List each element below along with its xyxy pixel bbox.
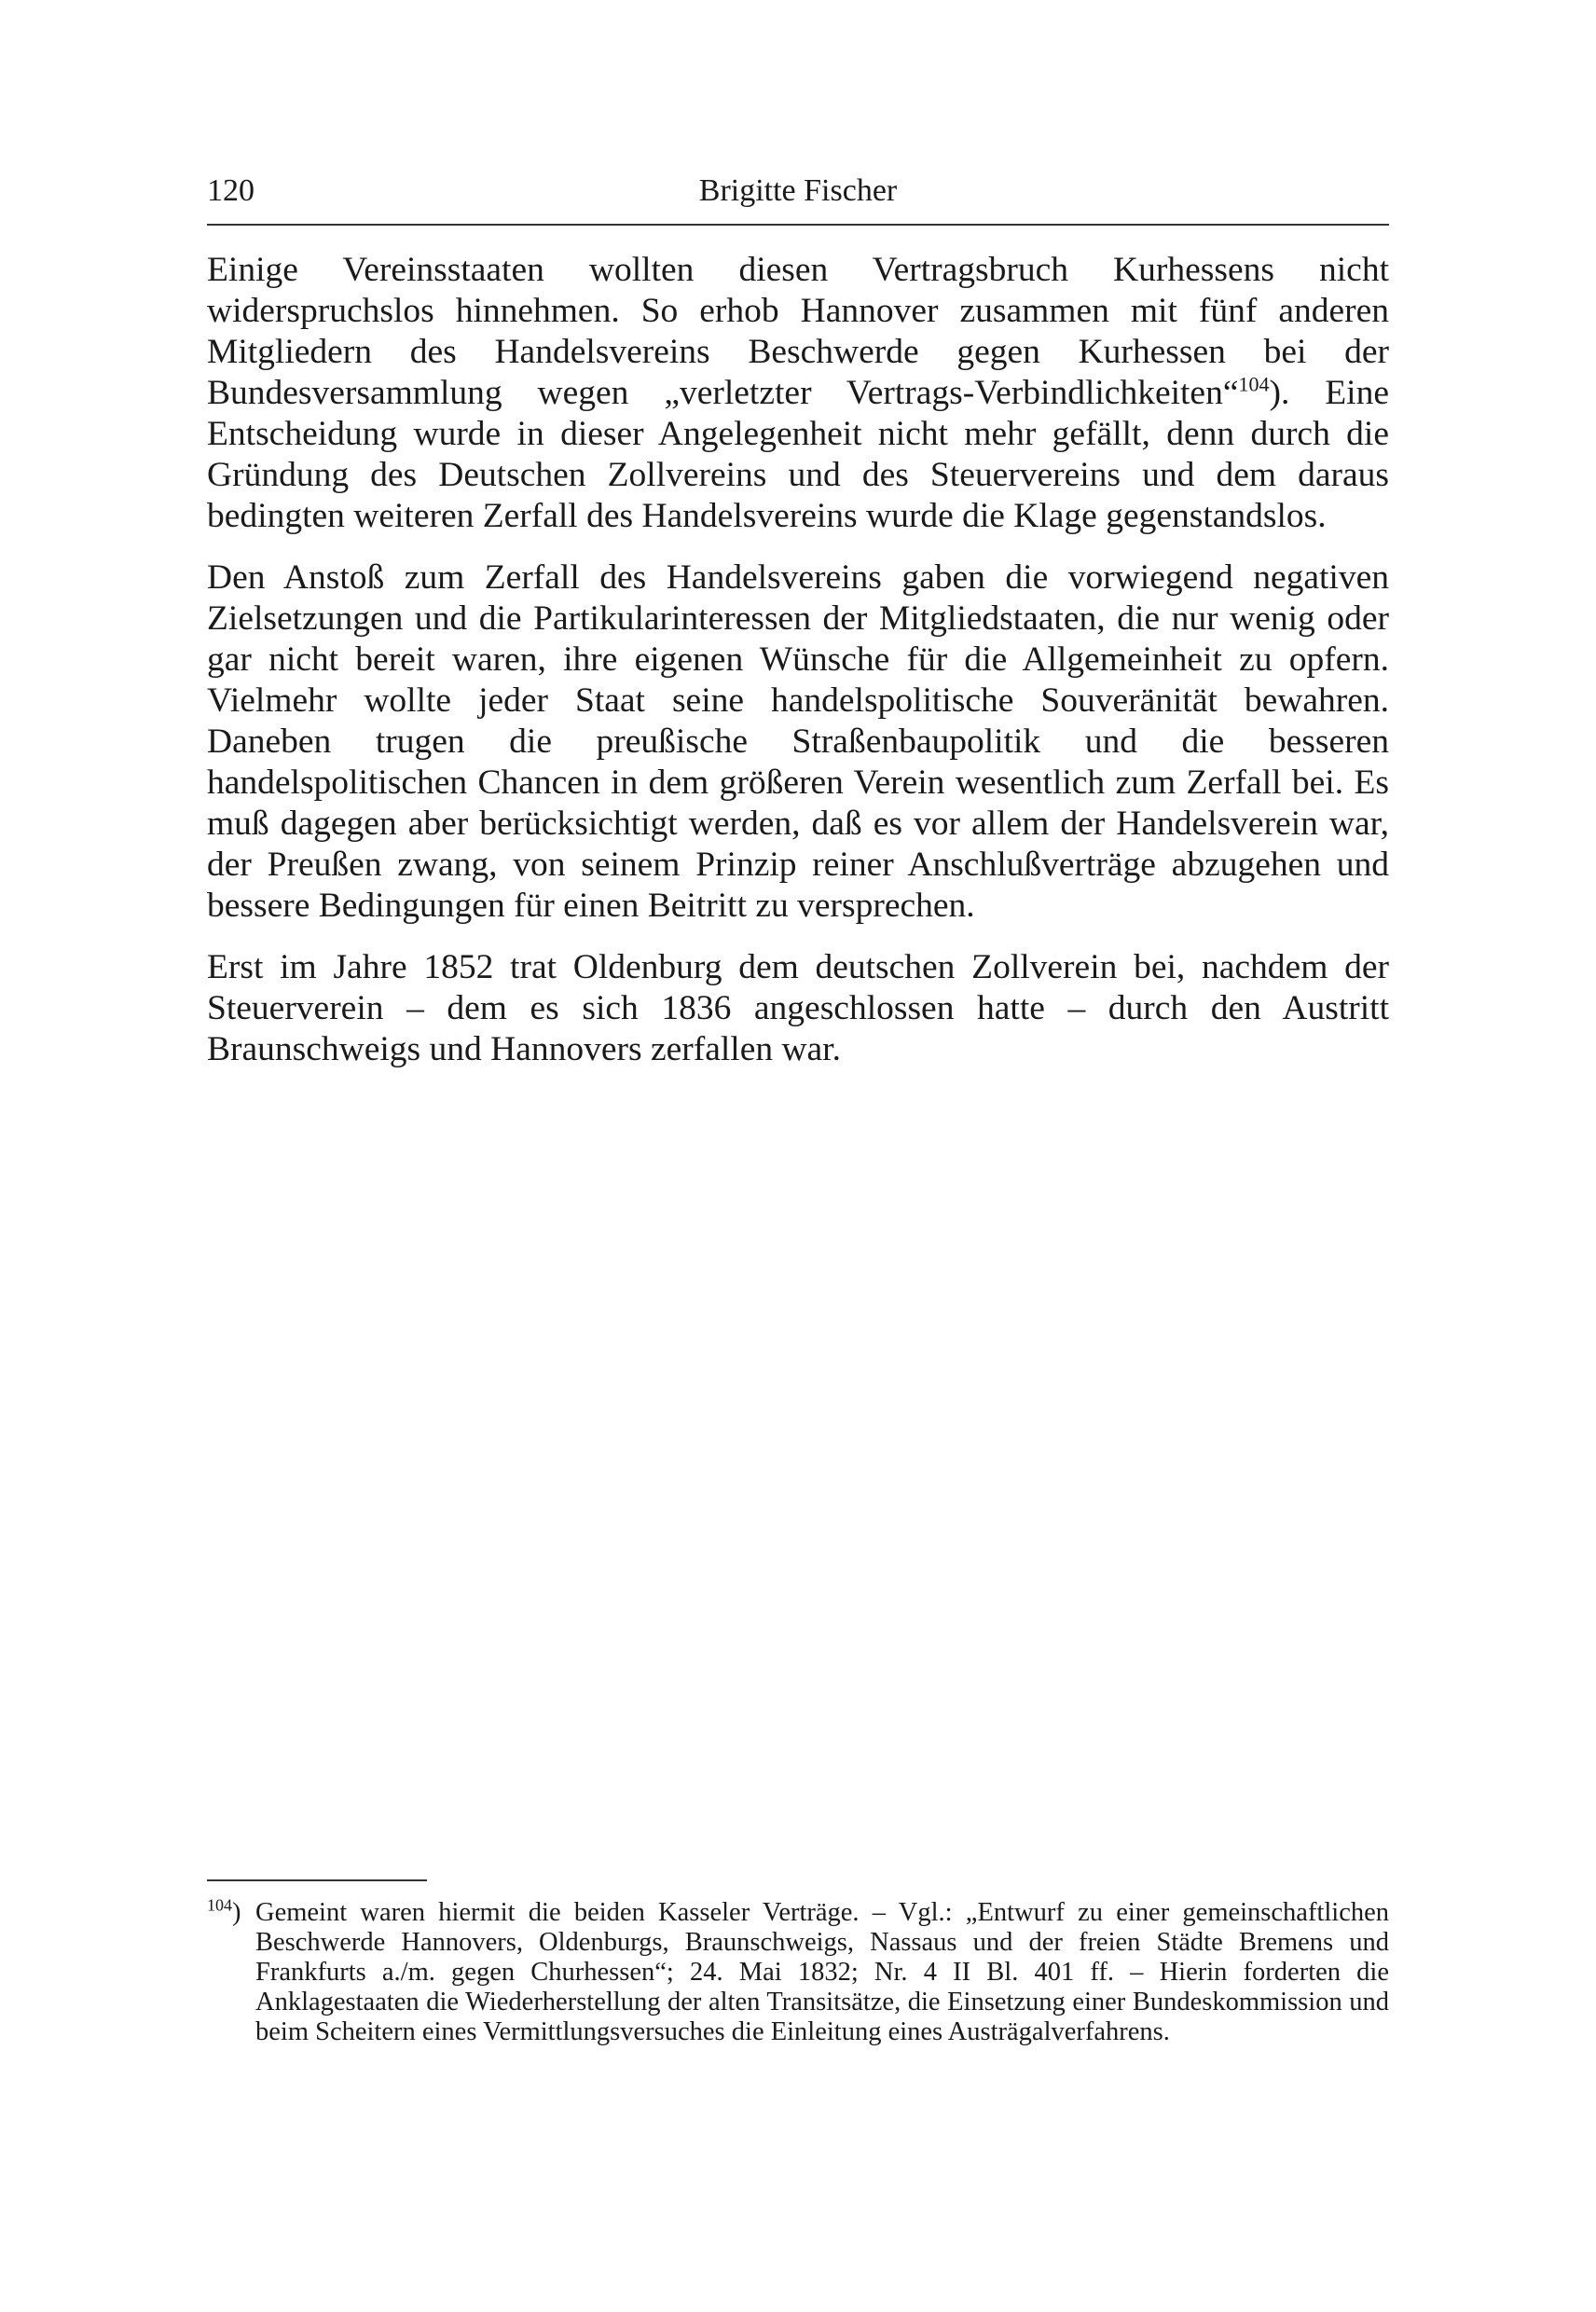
footnote-text: Gemeint waren hiermit die beiden Kasseler Verträge. – Vgl.: „Entwurf zu einer gemeinschaftlichen Beschwerde Hannovers, Oldenburgs, Braunschweigs, Nassaus und der freien Städte Bremens und Frankfurts a./m. gegen Churhessen“; 24. Mai 1832; Nr. 4 II Bl. 401 ff. – Hierin forderten die Anklagestaaten die Wiederherstellung der alten Transitsätze, die Einsetzung einer Bundeskommission und beim Scheitern eines Vermittlungsversuches die Einleitung eines Austrägalverfahrens. (255, 1898, 1389, 2046)
footnotes (207, 1895, 1389, 2047)
footnote-number: 104 (207, 1895, 232, 1915)
page-number: 120 (207, 173, 255, 208)
footnote-reference: 104 (1238, 372, 1270, 396)
main-text (207, 250, 1389, 1091)
running-title: Brigitte Fischer (698, 173, 898, 208)
footnote-rule (207, 1879, 427, 1881)
running-head (207, 168, 1389, 214)
footnote-marker-suffix: ) (232, 1898, 241, 1927)
paragraph-1-text-before: Einige Vereinsstaaten wollten diesen Vertragsbruch Kurhessens nicht widerspruchslos hinnehmen. So erhob Hannover zusammen mit fünf anderen Mitgliedern des Handelsvereins Beschwerde gegen Kurhessen bei der Bundesversammlung wegen „verletzter Vertrags-Verbindlichkeiten“ (207, 251, 1389, 412)
paragraph-1 (207, 250, 1389, 537)
paragraph-3: Erst im Jahre 1852 trat Oldenburg dem deutschen Zollverein bei, nachdem der Steuerverein – dem es sich 1836 angeschlossen hatte – durch den Austritt Braunschweigs und Hannovers zerfallen war. (207, 948, 1389, 1068)
footnote (207, 1895, 1389, 2047)
header-rule (207, 224, 1389, 226)
paragraph-2: Den Anstoß zum Zerfall des Handelsvereins gaben die vorwiegend negativen Zielsetzungen und die Partikularinteressen der Mitgliedstaaten, die nur wenig oder gar nicht bereit waren, ihre eigenen Wünsche für die Allgemeinheit zu opfern. Vielmehr wollte jeder Staat seine handelspolitische Souveränität bewahren. Daneben trugen die preußische Straßenbaupolitik und die besseren handelspolitischen Chancen in dem größeren Verein wesentlich zum Zerfall bei. Es muß dagegen aber berücksichtigt werden, daß es vor allem der Handelsverein war, der Preußen zwang, von seinem Prinzip reiner Anschlußverträge abzugehen und bessere Bedingungen für einen Beitritt zu versprechen. (207, 558, 1389, 925)
footnote-marker (207, 1895, 255, 1928)
paragraph-1-text-after: ). Eine Entscheidung wurde in dieser Angelegenheit nicht mehr gefällt, denn durch die Gründung des Deutschen Zollvereins und des Steuervereins und dem daraus bedingten weiteren Zerfall des Handelsvereins wurde die Klage gegenstandslos. (207, 374, 1389, 535)
